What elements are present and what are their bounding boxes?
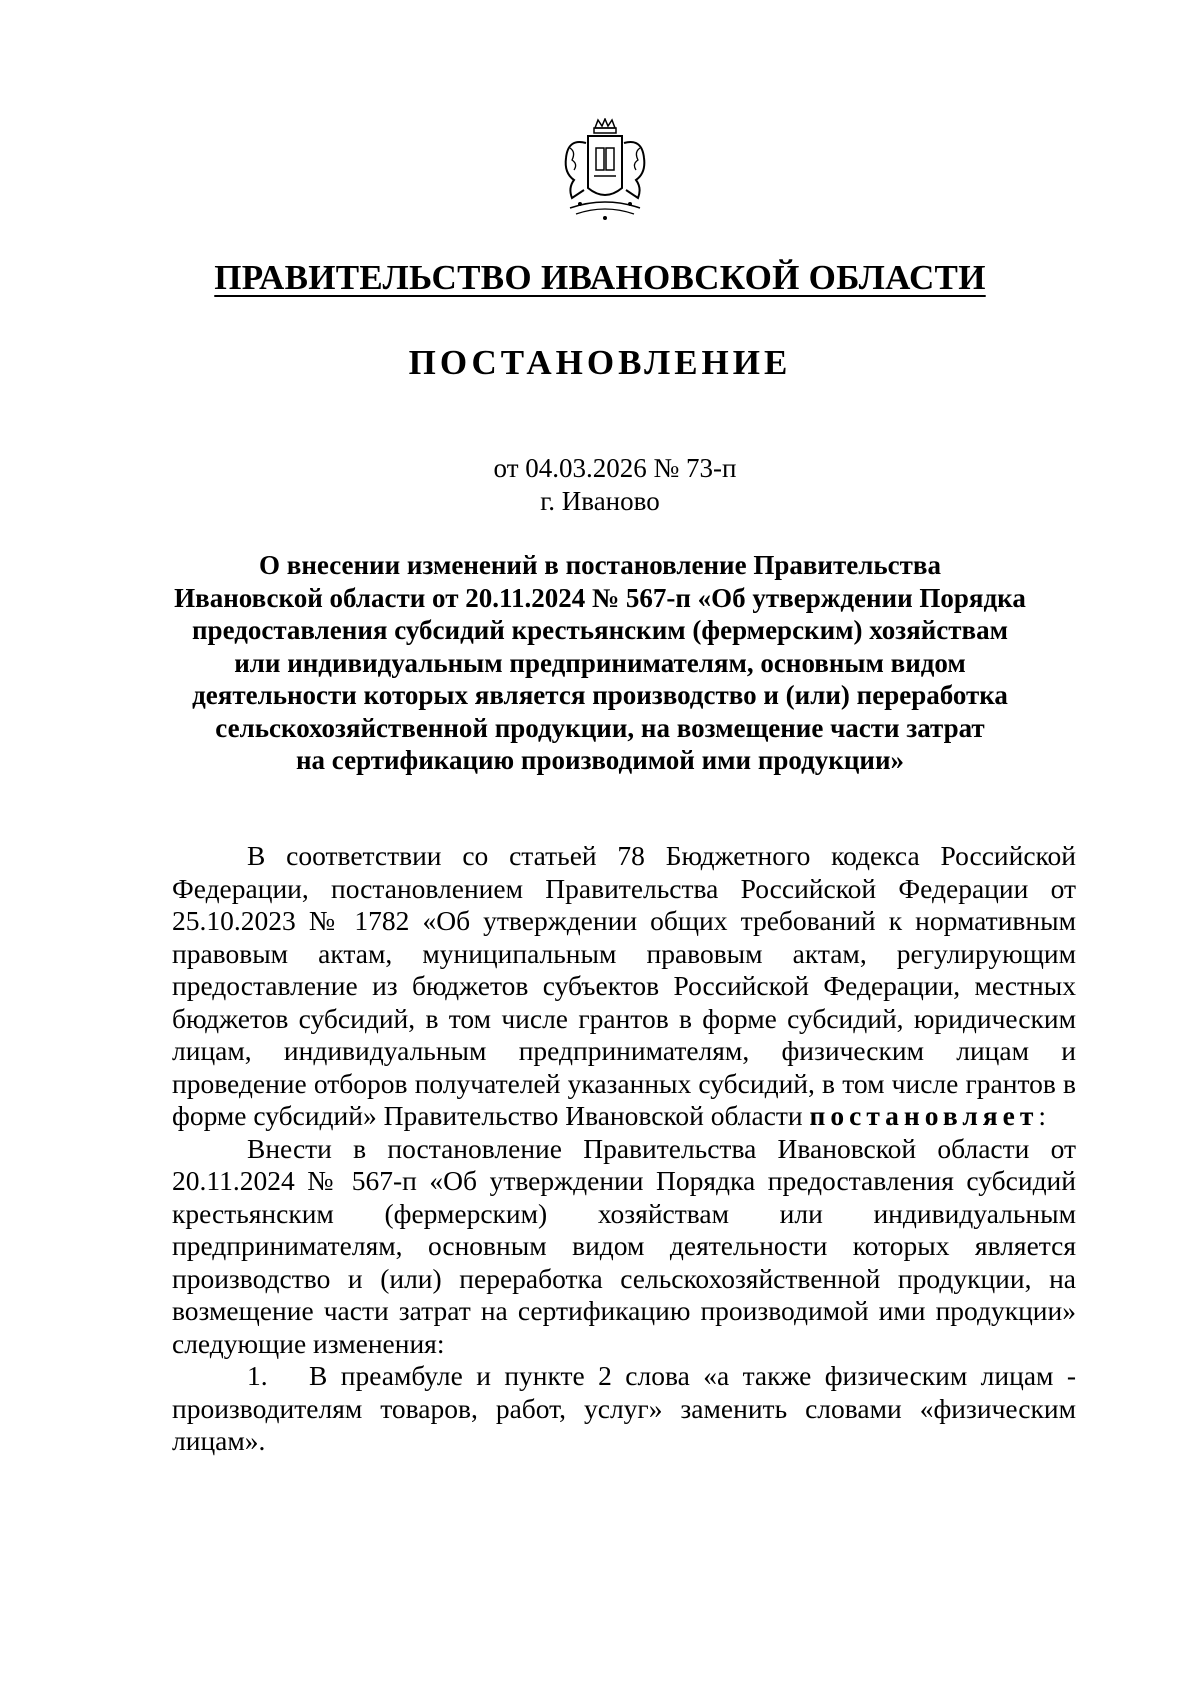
document-meta xyxy=(0,452,1200,518)
document-heading xyxy=(150,549,1050,777)
preamble-paragraph xyxy=(172,840,1076,1133)
coat-of-arms-icon xyxy=(560,118,650,228)
heading-line: деятельности которых является производство и (или) переработка xyxy=(192,680,1008,710)
list-item xyxy=(172,1360,1076,1458)
heading-line: Ивановской области от 20.11.2024 № 567-п «Об утверждении Порядка xyxy=(174,582,1026,613)
document-body xyxy=(172,840,1076,1458)
resolves-colon: : xyxy=(1038,1100,1046,1131)
government-title-text: ПРАВИТЕЛЬСТВО ИВАНОВСКОЙ ОБЛАСТИ xyxy=(214,258,986,297)
heading-line: сельскохозяйственной продукции, на возмещение части затрат xyxy=(215,712,985,743)
city: г. Иваново xyxy=(540,486,660,516)
heading-line: О внесении изменений в постановление Правительства xyxy=(259,550,941,580)
preamble-text: В соответствии со статьей 78 Бюджетного кодекса Российской Федерации, постановлением Правительства Российской Федерации от 25.10.2023 № 1782 «Об утверждении общих требований к нормативным правовым актам, муниципальным правовым актам, регулирующим предоставление из бюджетов субъектов Российской Федерации, местных бюджетов субсидий, в том числе грантов в форме субсидий, юридическим лицам, индивидуальным предпринимателям, физическим лицам и проведение отборов получателей указанных субсидий, в том числе грантов в форме субсидий» Правительство Ивановской области xyxy=(172,840,1076,1131)
date-number: от 04.03.2026 № 73-п xyxy=(493,453,737,483)
heading-line: предоставления субсидий крестьянским (фермерским) хозяйствам xyxy=(192,615,1008,645)
item-text: В преамбуле и пункте 2 слова «а также физическим лицам - производителям товаров, работ, услуг» заменить словами «физическим лицам». xyxy=(172,1360,1076,1456)
document-type: ПОСТАНОВЛЕНИЕ xyxy=(408,343,792,382)
heading-line: на сертификацию производимой ими продукции» xyxy=(295,745,905,775)
item-number: 1. xyxy=(247,1360,268,1391)
heading-line: или индивидуальным предпринимателям, основным видом xyxy=(234,647,966,678)
government-title xyxy=(0,258,1200,298)
amendment-paragraph: Внести в постановление Правительства Ивановской области от 20.11.2024 № 567-п «Об утверждении Порядка предоставления субсидий крестьянским (фермерским) хозяйствам или индивидуальным предпринимателям, основным видом деятельности которых является производство и (или) переработка сельскохозяйственной продукции, на возмещение части затрат на сертификацию производимой ими продукции» следующие изменения: xyxy=(172,1132,1076,1359)
resolves-word: постановляет xyxy=(809,1100,1039,1131)
